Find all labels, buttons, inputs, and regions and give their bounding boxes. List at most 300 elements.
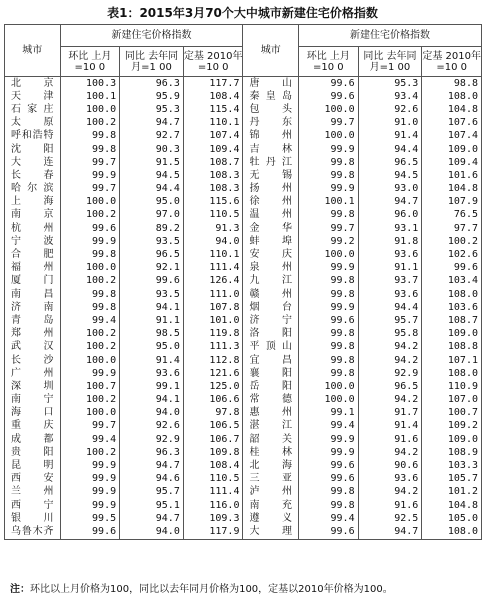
mom-cell-left: 99.9 xyxy=(60,459,120,472)
base-cell-left: 108.4 xyxy=(183,459,243,472)
city-cell-right: 丹东 xyxy=(243,117,299,130)
yoy-cell-right: 93.6 xyxy=(358,248,422,261)
city-cell-right: 九江 xyxy=(243,275,299,288)
price-index-table xyxy=(4,24,482,540)
table-row xyxy=(5,222,482,235)
table-row xyxy=(5,103,482,116)
yoy-cell-left: 93.5 xyxy=(120,235,184,248)
city-cell-left: 长春 xyxy=(5,169,61,182)
yoy-cell-right: 94.2 xyxy=(358,354,422,367)
mom-cell-left: 99.7 xyxy=(60,156,120,169)
mom-cell-right: 99.8 xyxy=(298,341,358,354)
city-cell-left: 广州 xyxy=(5,367,61,380)
base-cell-left: 91.3 xyxy=(183,222,243,235)
mom-cell-right: 99.9 xyxy=(298,301,358,314)
city-cell-right: 泸州 xyxy=(243,486,299,499)
base-cell-left: 110.5 xyxy=(183,473,243,486)
base-cell-right: 104.8 xyxy=(422,183,482,196)
base-cell-left: 116.0 xyxy=(183,499,243,512)
yoy-cell-left: 99.6 xyxy=(120,275,184,288)
yoy-cell-left: 92.7 xyxy=(120,130,184,143)
mom-cell-right: 99.4 xyxy=(298,512,358,525)
city-cell-left: 福州 xyxy=(5,262,61,275)
base-cell-right: 105.0 xyxy=(422,512,482,525)
city-cell-right: 秦皇岛 xyxy=(243,90,299,103)
table-row xyxy=(5,77,482,91)
mom-cell-left: 99.7 xyxy=(60,420,120,433)
mom-cell-right: 99.6 xyxy=(298,77,358,91)
table-body xyxy=(5,77,482,540)
base-cell-right: 108.0 xyxy=(422,525,482,539)
yoy-cell-left: 94.6 xyxy=(120,473,184,486)
city-cell-right: 大理 xyxy=(243,525,299,539)
mom-cell-right: 99.9 xyxy=(298,433,358,446)
table-row xyxy=(5,117,482,130)
base-cell-right: 101.6 xyxy=(422,169,482,182)
mom-cell-left: 100.2 xyxy=(60,446,120,459)
base-cell-right: 107.6 xyxy=(422,117,482,130)
mom-cell-right: 100.0 xyxy=(298,130,358,143)
yoy-cell-left: 89.2 xyxy=(120,222,184,235)
city-header-left: 城市 xyxy=(5,25,61,77)
city-cell-right: 洛阳 xyxy=(243,328,299,341)
mom-cell-right: 99.7 xyxy=(298,117,358,130)
base-cell-left: 115.6 xyxy=(183,196,243,209)
base-cell-right: 104.8 xyxy=(422,499,482,512)
mom-cell-left: 99.6 xyxy=(60,525,120,539)
base-cell-right: 98.8 xyxy=(422,77,482,91)
yoy-cell-right: 91.6 xyxy=(358,433,422,446)
mom-cell-left: 100.2 xyxy=(60,275,120,288)
mom-cell-left: 100.2 xyxy=(60,328,120,341)
yoy-header-right: 同比 去年同月=1 00 xyxy=(358,47,422,77)
base-cell-left: 110.1 xyxy=(183,117,243,130)
base-cell-right: 107.1 xyxy=(422,354,482,367)
city-cell-right: 无锡 xyxy=(243,169,299,182)
yoy-cell-right: 95.8 xyxy=(358,328,422,341)
city-cell-right: 三亚 xyxy=(243,473,299,486)
base-cell-right: 105.7 xyxy=(422,473,482,486)
mom-cell-left: 99.4 xyxy=(60,433,120,446)
mom-cell-left: 99.8 xyxy=(60,143,120,156)
city-cell-right: 扬州 xyxy=(243,183,299,196)
base-cell-right: 109.0 xyxy=(422,143,482,156)
mom-cell-right: 99.6 xyxy=(298,525,358,539)
yoy-cell-right: 96.5 xyxy=(358,380,422,393)
city-cell-right: 常德 xyxy=(243,394,299,407)
mom-cell-right: 99.4 xyxy=(298,420,358,433)
mom-cell-right: 99.8 xyxy=(298,156,358,169)
city-cell-left: 重庆 xyxy=(5,420,61,433)
mom-cell-left: 99.9 xyxy=(60,499,120,512)
table-row xyxy=(5,248,482,261)
yoy-cell-left: 90.3 xyxy=(120,143,184,156)
city-cell-left: 宁波 xyxy=(5,235,61,248)
table-row xyxy=(5,341,482,354)
table-row xyxy=(5,328,482,341)
base-cell-right: 101.2 xyxy=(422,486,482,499)
mom-cell-right: 99.8 xyxy=(298,328,358,341)
yoy-cell-left: 94.0 xyxy=(120,525,184,539)
city-cell-right: 唐山 xyxy=(243,77,299,91)
mom-cell-right: 99.2 xyxy=(298,235,358,248)
base-cell-right: 76.5 xyxy=(422,209,482,222)
yoy-cell-right: 94.2 xyxy=(358,341,422,354)
yoy-cell-right: 94.2 xyxy=(358,394,422,407)
yoy-cell-left: 92.9 xyxy=(120,433,184,446)
base-cell-right: 108.7 xyxy=(422,314,482,327)
mom-cell-right: 99.9 xyxy=(298,183,358,196)
base-cell-left: 106.7 xyxy=(183,433,243,446)
base-header-right: 定基 2010年=10 0 xyxy=(422,47,482,77)
yoy-cell-right: 94.5 xyxy=(358,169,422,182)
yoy-cell-left: 91.4 xyxy=(120,354,184,367)
city-cell-right: 温州 xyxy=(243,209,299,222)
table-row xyxy=(5,262,482,275)
base-cell-left: 110.5 xyxy=(183,209,243,222)
city-cell-right: 包头 xyxy=(243,103,299,116)
base-cell-left: 112.8 xyxy=(183,354,243,367)
base-cell-left: 117.7 xyxy=(183,77,243,91)
base-cell-right: 97.7 xyxy=(422,222,482,235)
yoy-cell-right: 91.0 xyxy=(358,117,422,130)
city-cell-left: 石家庄 xyxy=(5,103,61,116)
city-cell-right: 蚌埠 xyxy=(243,235,299,248)
city-cell-left: 郑州 xyxy=(5,328,61,341)
base-cell-left: 109.4 xyxy=(183,143,243,156)
city-cell-left: 合肥 xyxy=(5,248,61,261)
base-cell-left: 101.0 xyxy=(183,314,243,327)
city-cell-right: 北海 xyxy=(243,459,299,472)
city-cell-right: 烟台 xyxy=(243,301,299,314)
yoy-cell-right: 92.6 xyxy=(358,103,422,116)
mom-cell-left: 99.4 xyxy=(60,314,120,327)
mom-cell-right: 99.6 xyxy=(298,473,358,486)
mom-cell-right: 99.1 xyxy=(298,407,358,420)
yoy-cell-left: 94.4 xyxy=(120,183,184,196)
yoy-cell-right: 94.2 xyxy=(358,446,422,459)
base-cell-right: 110.9 xyxy=(422,380,482,393)
yoy-cell-left: 94.7 xyxy=(120,459,184,472)
city-cell-left: 南宁 xyxy=(5,394,61,407)
city-cell-left: 北京 xyxy=(5,77,61,91)
yoy-cell-left: 96.5 xyxy=(120,248,184,261)
mom-cell-left: 99.9 xyxy=(60,169,120,182)
city-cell-right: 济宁 xyxy=(243,314,299,327)
city-cell-left: 昆明 xyxy=(5,459,61,472)
mom-cell-left: 100.2 xyxy=(60,209,120,222)
mom-cell-right: 99.8 xyxy=(298,367,358,380)
mom-cell-left: 100.0 xyxy=(60,354,120,367)
city-cell-right: 湛江 xyxy=(243,420,299,433)
base-cell-right: 108.0 xyxy=(422,367,482,380)
table-row xyxy=(5,367,482,380)
base-cell-right: 102.6 xyxy=(422,248,482,261)
city-cell-right: 遵义 xyxy=(243,512,299,525)
yoy-cell-right: 91.8 xyxy=(358,235,422,248)
mom-cell-left: 100.0 xyxy=(60,407,120,420)
base-cell-right: 103.3 xyxy=(422,459,482,472)
mom-cell-right: 99.8 xyxy=(298,209,358,222)
city-cell-left: 大连 xyxy=(5,156,61,169)
yoy-cell-left: 94.1 xyxy=(120,394,184,407)
base-cell-left: 108.7 xyxy=(183,156,243,169)
mom-cell-right: 99.8 xyxy=(298,275,358,288)
yoy-cell-left: 95.9 xyxy=(120,90,184,103)
yoy-cell-left: 97.0 xyxy=(120,209,184,222)
yoy-cell-right: 91.4 xyxy=(358,130,422,143)
mom-cell-right: 100.1 xyxy=(298,196,358,209)
yoy-cell-left: 95.3 xyxy=(120,103,184,116)
base-cell-right: 108.8 xyxy=(422,341,482,354)
base-cell-right: 108.0 xyxy=(422,288,482,301)
mom-cell-right: 99.8 xyxy=(298,288,358,301)
city-cell-right: 襄阳 xyxy=(243,367,299,380)
yoy-cell-right: 93.1 xyxy=(358,222,422,235)
city-cell-right: 牡丹江 xyxy=(243,156,299,169)
yoy-cell-right: 92.5 xyxy=(358,512,422,525)
city-cell-left: 贵阳 xyxy=(5,446,61,459)
base-cell-left: 106.5 xyxy=(183,420,243,433)
base-cell-left: 115.4 xyxy=(183,103,243,116)
base-cell-right: 107.4 xyxy=(422,130,482,143)
yoy-cell-left: 91.1 xyxy=(120,314,184,327)
mom-cell-left: 99.8 xyxy=(60,130,120,143)
city-cell-left: 成都 xyxy=(5,433,61,446)
mom-cell-right: 100.0 xyxy=(298,380,358,393)
table-row xyxy=(5,380,482,393)
table-row xyxy=(5,90,482,103)
yoy-cell-left: 94.1 xyxy=(120,301,184,314)
mom-cell-right: 100.0 xyxy=(298,394,358,407)
mom-cell-left: 100.1 xyxy=(60,90,120,103)
yoy-cell-left: 96.3 xyxy=(120,446,184,459)
base-cell-left: 107.8 xyxy=(183,301,243,314)
city-cell-left: 长沙 xyxy=(5,354,61,367)
city-cell-left: 南昌 xyxy=(5,288,61,301)
city-cell-right: 韶关 xyxy=(243,433,299,446)
yoy-header-left: 同比 去年同月=1 00 xyxy=(120,47,184,77)
table-row xyxy=(5,301,482,314)
base-cell-right: 100.7 xyxy=(422,407,482,420)
yoy-cell-left: 95.0 xyxy=(120,341,184,354)
city-cell-right: 平顶山 xyxy=(243,341,299,354)
base-cell-left: 107.4 xyxy=(183,130,243,143)
table-row xyxy=(5,156,482,169)
table-row xyxy=(5,354,482,367)
mom-cell-right: 99.7 xyxy=(298,222,358,235)
base-cell-left: 97.8 xyxy=(183,407,243,420)
base-cell-left: 126.4 xyxy=(183,275,243,288)
base-cell-left: 108.3 xyxy=(183,183,243,196)
table-row xyxy=(5,183,482,196)
table-row xyxy=(5,486,482,499)
yoy-cell-right: 93.4 xyxy=(358,90,422,103)
city-cell-left: 沈阳 xyxy=(5,143,61,156)
yoy-cell-right: 92.9 xyxy=(358,367,422,380)
mom-cell-left: 99.7 xyxy=(60,183,120,196)
base-cell-left: 111.0 xyxy=(183,288,243,301)
table-row xyxy=(5,209,482,222)
mom-cell-left: 99.9 xyxy=(60,235,120,248)
city-cell-left: 兰州 xyxy=(5,486,61,499)
yoy-cell-right: 94.4 xyxy=(358,143,422,156)
table-row xyxy=(5,407,482,420)
yoy-cell-left: 93.5 xyxy=(120,288,184,301)
city-cell-right: 惠州 xyxy=(243,407,299,420)
base-cell-left: 108.4 xyxy=(183,90,243,103)
mom-cell-left: 99.6 xyxy=(60,222,120,235)
mom-cell-left: 100.2 xyxy=(60,394,120,407)
mom-cell-right: 99.9 xyxy=(298,262,358,275)
mom-cell-right: 99.9 xyxy=(298,446,358,459)
city-cell-right: 泉州 xyxy=(243,262,299,275)
table-row xyxy=(5,512,482,525)
base-cell-left: 117.9 xyxy=(183,525,243,539)
mom-cell-left: 100.0 xyxy=(60,196,120,209)
mom-cell-left: 99.5 xyxy=(60,512,120,525)
city-cell-right: 岳阳 xyxy=(243,380,299,393)
yoy-cell-left: 95.1 xyxy=(120,499,184,512)
mom-cell-right: 99.9 xyxy=(298,143,358,156)
mom-cell-left: 100.3 xyxy=(60,77,120,91)
city-cell-left: 海口 xyxy=(5,407,61,420)
base-cell-left: 109.3 xyxy=(183,512,243,525)
group-header-right: 新建住宅价格指数 xyxy=(298,25,481,47)
table-row xyxy=(5,169,482,182)
base-cell-left: 121.6 xyxy=(183,367,243,380)
city-cell-left: 西宁 xyxy=(5,499,61,512)
yoy-cell-right: 93.6 xyxy=(358,473,422,486)
city-cell-right: 桂林 xyxy=(243,446,299,459)
yoy-cell-right: 91.1 xyxy=(358,262,422,275)
yoy-cell-left: 93.6 xyxy=(120,367,184,380)
city-cell-left: 深圳 xyxy=(5,380,61,393)
city-cell-right: 赣州 xyxy=(243,288,299,301)
city-cell-left: 银川 xyxy=(5,512,61,525)
yoy-cell-right: 96.5 xyxy=(358,156,422,169)
yoy-cell-right: 95.3 xyxy=(358,77,422,91)
city-cell-left: 济南 xyxy=(5,301,61,314)
city-cell-left: 厦门 xyxy=(5,275,61,288)
base-cell-right: 107.0 xyxy=(422,394,482,407)
base-cell-left: 106.6 xyxy=(183,394,243,407)
yoy-cell-right: 95.7 xyxy=(358,314,422,327)
city-cell-left: 杭州 xyxy=(5,222,61,235)
mom-cell-left: 100.7 xyxy=(60,380,120,393)
yoy-cell-right: 91.7 xyxy=(358,407,422,420)
yoy-cell-right: 91.4 xyxy=(358,420,422,433)
base-header-left: 定基 2010年=10 0 xyxy=(183,47,243,77)
base-cell-right: 99.6 xyxy=(422,262,482,275)
base-cell-left: 119.8 xyxy=(183,328,243,341)
city-cell-left: 呼和浩特 xyxy=(5,130,61,143)
city-header-right: 城市 xyxy=(243,25,299,77)
base-cell-right: 108.9 xyxy=(422,446,482,459)
base-cell-left: 111.4 xyxy=(183,262,243,275)
table-row xyxy=(5,288,482,301)
table-title: 表1：2015年3月70个大中城市新建住宅价格指数 xyxy=(107,6,378,20)
mom-cell-left: 100.2 xyxy=(60,341,120,354)
yoy-cell-left: 92.1 xyxy=(120,262,184,275)
city-cell-right: 金华 xyxy=(243,222,299,235)
yoy-cell-right: 93.6 xyxy=(358,288,422,301)
yoy-cell-right: 90.6 xyxy=(358,459,422,472)
yoy-cell-left: 95.7 xyxy=(120,486,184,499)
table-row xyxy=(5,499,482,512)
mom-cell-left: 99.8 xyxy=(60,288,120,301)
yoy-cell-right: 93.0 xyxy=(358,183,422,196)
city-cell-left: 乌鲁木齐 xyxy=(5,525,61,539)
base-cell-right: 109.2 xyxy=(422,420,482,433)
city-cell-left: 南京 xyxy=(5,209,61,222)
yoy-cell-right: 91.6 xyxy=(358,499,422,512)
base-cell-right: 109.4 xyxy=(422,156,482,169)
table-row xyxy=(5,420,482,433)
city-cell-left: 西安 xyxy=(5,473,61,486)
table-row xyxy=(5,459,482,472)
mom-cell-right: 100.0 xyxy=(298,103,358,116)
yoy-cell-left: 94.7 xyxy=(120,512,184,525)
city-cell-right: 徐州 xyxy=(243,196,299,209)
table-row xyxy=(5,275,482,288)
mom-cell-left: 100.0 xyxy=(60,262,120,275)
mom-cell-right: 99.6 xyxy=(298,90,358,103)
table-row xyxy=(5,196,482,209)
yoy-cell-left: 94.7 xyxy=(120,117,184,130)
base-cell-left: 108.3 xyxy=(183,169,243,182)
base-cell-left: 111.4 xyxy=(183,486,243,499)
base-cell-left: 109.8 xyxy=(183,446,243,459)
mom-cell-left: 100.2 xyxy=(60,117,120,130)
base-cell-right: 103.6 xyxy=(422,301,482,314)
base-cell-left: 111.3 xyxy=(183,341,243,354)
base-cell-left: 125.0 xyxy=(183,380,243,393)
table-row xyxy=(5,473,482,486)
table-row xyxy=(5,314,482,327)
city-cell-left: 天津 xyxy=(5,90,61,103)
mom-cell-right: 99.6 xyxy=(298,459,358,472)
group-header-left: 新建住宅价格指数 xyxy=(60,25,243,47)
city-cell-left: 太原 xyxy=(5,117,61,130)
table-row xyxy=(5,235,482,248)
base-cell-right: 109.0 xyxy=(422,433,482,446)
city-cell-right: 南充 xyxy=(243,499,299,512)
yoy-cell-right: 93.7 xyxy=(358,275,422,288)
city-cell-right: 锦州 xyxy=(243,130,299,143)
yoy-cell-left: 94.0 xyxy=(120,407,184,420)
yoy-cell-right: 94.4 xyxy=(358,301,422,314)
mom-cell-left: 99.8 xyxy=(60,248,120,261)
table-row xyxy=(5,394,482,407)
mom-header-right: 环比 上月=10 0 xyxy=(298,47,358,77)
yoy-cell-left: 94.5 xyxy=(120,169,184,182)
yoy-cell-left: 95.0 xyxy=(120,196,184,209)
mom-header-left: 环比 上月=10 0 xyxy=(60,47,120,77)
city-cell-left: 武汉 xyxy=(5,341,61,354)
city-cell-right: 吉林 xyxy=(243,143,299,156)
mom-cell-right: 100.0 xyxy=(298,248,358,261)
yoy-cell-right: 94.2 xyxy=(358,486,422,499)
base-cell-right: 104.8 xyxy=(422,103,482,116)
mom-cell-right: 99.8 xyxy=(298,486,358,499)
mom-cell-right: 99.8 xyxy=(298,354,358,367)
yoy-cell-left: 96.3 xyxy=(120,77,184,91)
footnote xyxy=(10,580,393,595)
base-cell-left: 94.0 xyxy=(183,235,243,248)
footnote-text: 环比以上月价格为100，同比以去年同月价格为100，定基以2010年价格为100。 xyxy=(30,584,393,595)
mom-cell-left: 99.9 xyxy=(60,473,120,486)
